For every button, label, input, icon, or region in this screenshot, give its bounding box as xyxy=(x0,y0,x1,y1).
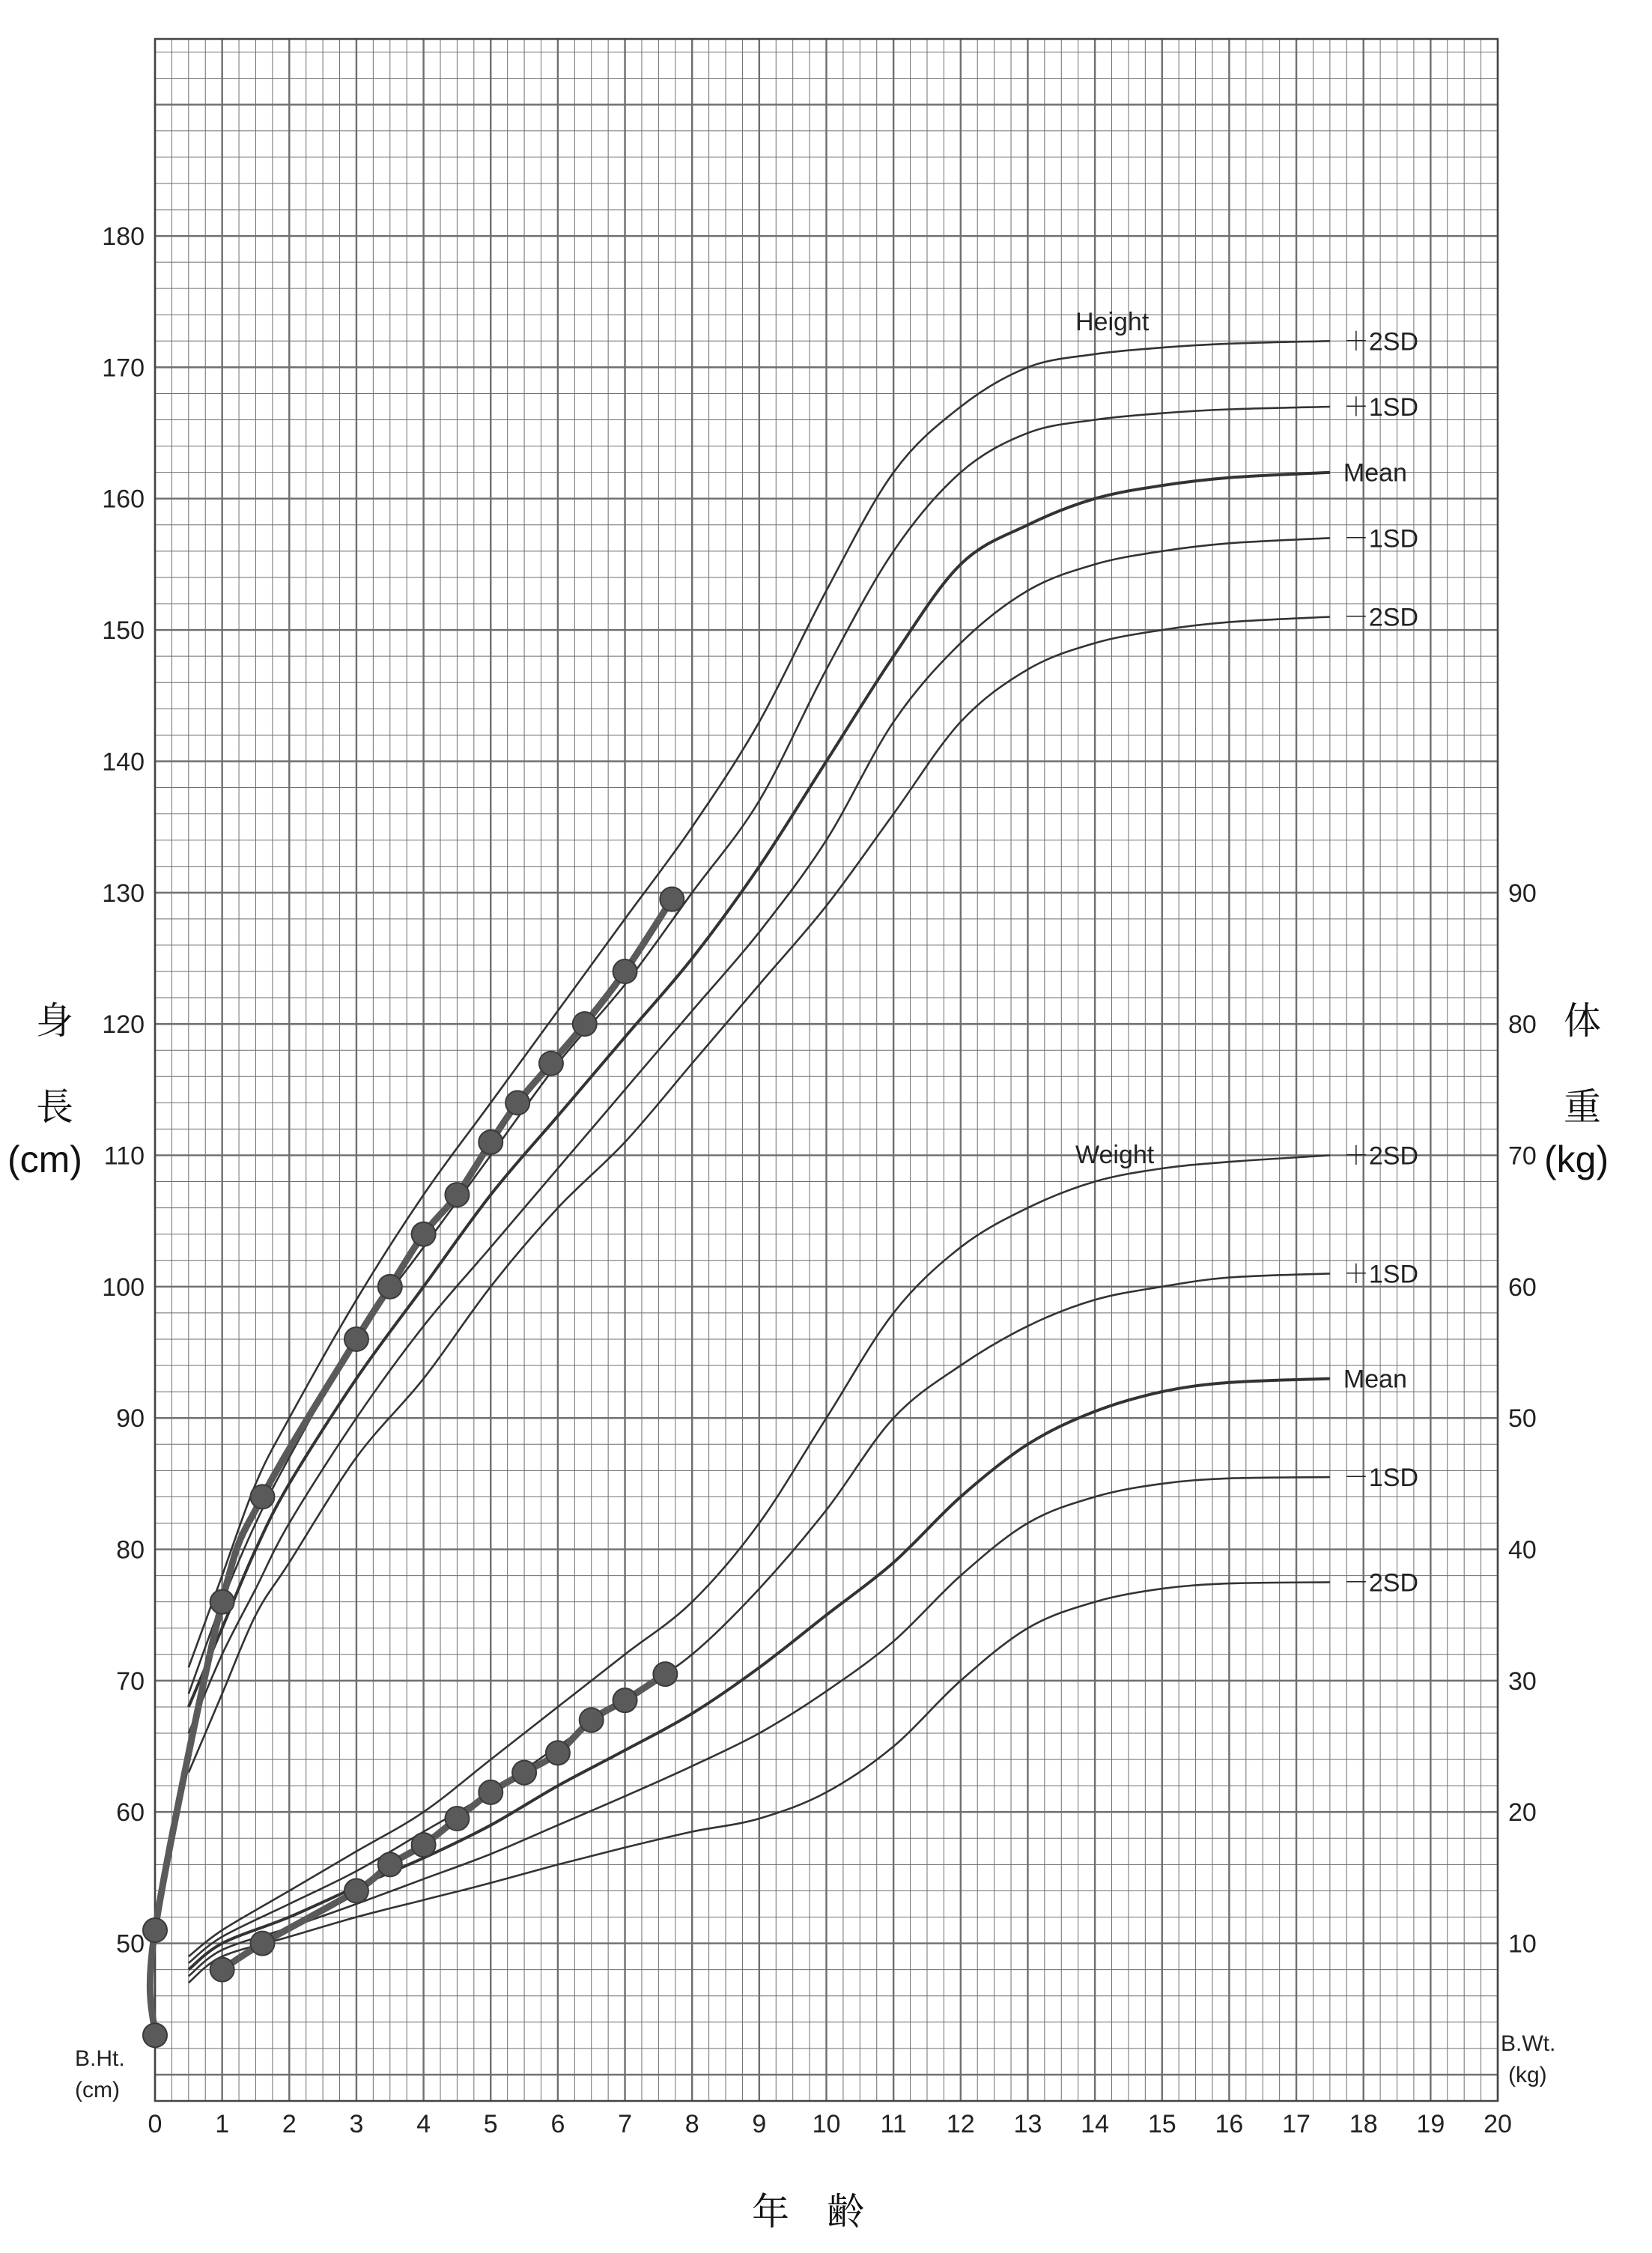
x-tick-label: 12 xyxy=(946,2110,975,2138)
right-axis-label-char-2: 重 xyxy=(1564,1085,1601,1129)
left-tick-label: 100 xyxy=(102,1273,145,1302)
left-tick-label: 170 xyxy=(102,354,145,383)
x-tick-label: 5 xyxy=(483,2110,498,2138)
patient-weight-point xyxy=(210,1958,234,1982)
left-corner-unit: (cm) xyxy=(75,2078,120,2102)
right-tick-label: 10 xyxy=(1508,1929,1537,1959)
right-tick-label: 90 xyxy=(1508,879,1537,908)
patient-height-point xyxy=(660,888,684,912)
x-axis-label: 年 齢 xyxy=(752,2190,864,2234)
weight-label-minus1sd: －1SD xyxy=(1343,1464,1419,1493)
patient-weight-point xyxy=(412,1833,436,1857)
left-tick-label: 120 xyxy=(102,1010,145,1040)
patient-weight-point xyxy=(613,1688,637,1712)
weight-label-mean: Mean xyxy=(1343,1365,1407,1394)
weight-label-plus1sd: ＋1SD xyxy=(1343,1260,1419,1289)
weight-label-plus2sd: ＋2SD xyxy=(1343,1141,1419,1171)
right-axis-label-char-1: 体 xyxy=(1564,999,1601,1043)
left-tick-label: 60 xyxy=(116,1798,145,1828)
right-tick-label: 70 xyxy=(1508,1141,1537,1171)
left-axis-label-char-2: 長 xyxy=(36,1085,73,1129)
x-tick-label: 20 xyxy=(1484,2110,1512,2138)
x-tick-label: 8 xyxy=(684,2110,699,2138)
left-tick-label: 110 xyxy=(103,1141,145,1171)
right-tick-label: 50 xyxy=(1508,1404,1537,1434)
right-tick-label: 30 xyxy=(1508,1667,1537,1696)
x-tick-label: 6 xyxy=(550,2110,565,2138)
left-tick-label: 90 xyxy=(116,1404,145,1434)
patient-weight-point xyxy=(546,1741,570,1765)
left-tick-label: 180 xyxy=(102,222,145,252)
left-tick-label: 160 xyxy=(102,485,145,514)
patient-height-point xyxy=(344,1327,368,1351)
patient-height-point xyxy=(250,1485,274,1508)
left-tick-label: 140 xyxy=(102,748,145,777)
patient-weight-point xyxy=(512,1761,536,1785)
left-tick-label: 150 xyxy=(102,616,145,646)
patient-height-point xyxy=(573,1012,597,1036)
x-tick-label: 15 xyxy=(1147,2110,1176,2138)
height-label-minus1sd: －1SD xyxy=(1343,524,1419,554)
x-tick-label: 1 xyxy=(215,2110,230,2138)
x-tick-label: 19 xyxy=(1416,2110,1445,2138)
weight-label-minus2sd: －2SD xyxy=(1343,1568,1419,1598)
right-corner-unit: (kg) xyxy=(1508,2063,1547,2087)
patient-weight-point xyxy=(580,1708,604,1732)
right-tick-label: 40 xyxy=(1508,1535,1537,1565)
patient-height-point xyxy=(378,1275,402,1299)
x-tick-label: 11 xyxy=(880,2110,907,2138)
right-tick-label: 80 xyxy=(1508,1010,1537,1040)
patient-weight-point xyxy=(378,1852,402,1876)
height-label-plus2sd: ＋2SD xyxy=(1343,327,1419,357)
patient-height-point xyxy=(143,1918,167,1942)
left-axis-label-char-1: 身 xyxy=(36,999,73,1043)
patient-weight-point xyxy=(250,1932,274,1956)
x-tick-label: 16 xyxy=(1215,2110,1244,2138)
left-corner-label: B.Ht. xyxy=(75,2046,125,2071)
weight-title: Weight xyxy=(1075,1141,1155,1169)
patient-height-point xyxy=(445,1183,469,1207)
patient-height-point xyxy=(479,1130,502,1154)
patient-height-point xyxy=(613,959,637,983)
left-tick-label: 80 xyxy=(116,1535,145,1565)
patient-weight-point xyxy=(445,1807,469,1831)
right-axis-unit: (kg) xyxy=(1544,1138,1609,1180)
patient-height-point xyxy=(210,1590,234,1614)
x-tick-label: 18 xyxy=(1349,2110,1378,2138)
left-axis-unit: (cm) xyxy=(7,1138,82,1180)
left-tick-label: 130 xyxy=(102,879,145,908)
left-tick-label: 70 xyxy=(116,1667,145,1696)
right-tick-label: 20 xyxy=(1508,1798,1537,1828)
x-tick-label: 2 xyxy=(282,2110,297,2138)
x-tick-label: 0 xyxy=(148,2110,163,2138)
x-tick-label: 17 xyxy=(1282,2110,1311,2138)
x-tick-label: 7 xyxy=(618,2110,633,2138)
x-tick-label: 13 xyxy=(1013,2110,1042,2138)
left-tick-label: 50 xyxy=(116,1929,145,1959)
height-title: Height xyxy=(1075,308,1150,336)
x-tick-label: 14 xyxy=(1081,2110,1110,2138)
patient-height-point xyxy=(412,1222,436,1246)
patient-weight-point xyxy=(653,1662,677,1686)
height-label-mean: Mean xyxy=(1343,458,1407,488)
x-tick-label: 3 xyxy=(349,2110,364,2138)
patient-height-point xyxy=(505,1091,529,1115)
right-corner-label: B.Wt. xyxy=(1501,2031,1556,2056)
patient-height-point xyxy=(143,2023,167,2047)
height-label-plus1sd: ＋1SD xyxy=(1343,392,1419,422)
x-tick-label: 10 xyxy=(812,2110,841,2138)
height-label-minus2sd: －2SD xyxy=(1343,603,1419,632)
right-tick-label: 60 xyxy=(1508,1273,1537,1302)
patient-weight-point xyxy=(344,1878,368,1902)
x-tick-label: 4 xyxy=(416,2110,431,2138)
x-tick-label: 9 xyxy=(752,2110,767,2138)
patient-height-point xyxy=(539,1052,563,1076)
patient-weight-point xyxy=(479,1780,502,1804)
